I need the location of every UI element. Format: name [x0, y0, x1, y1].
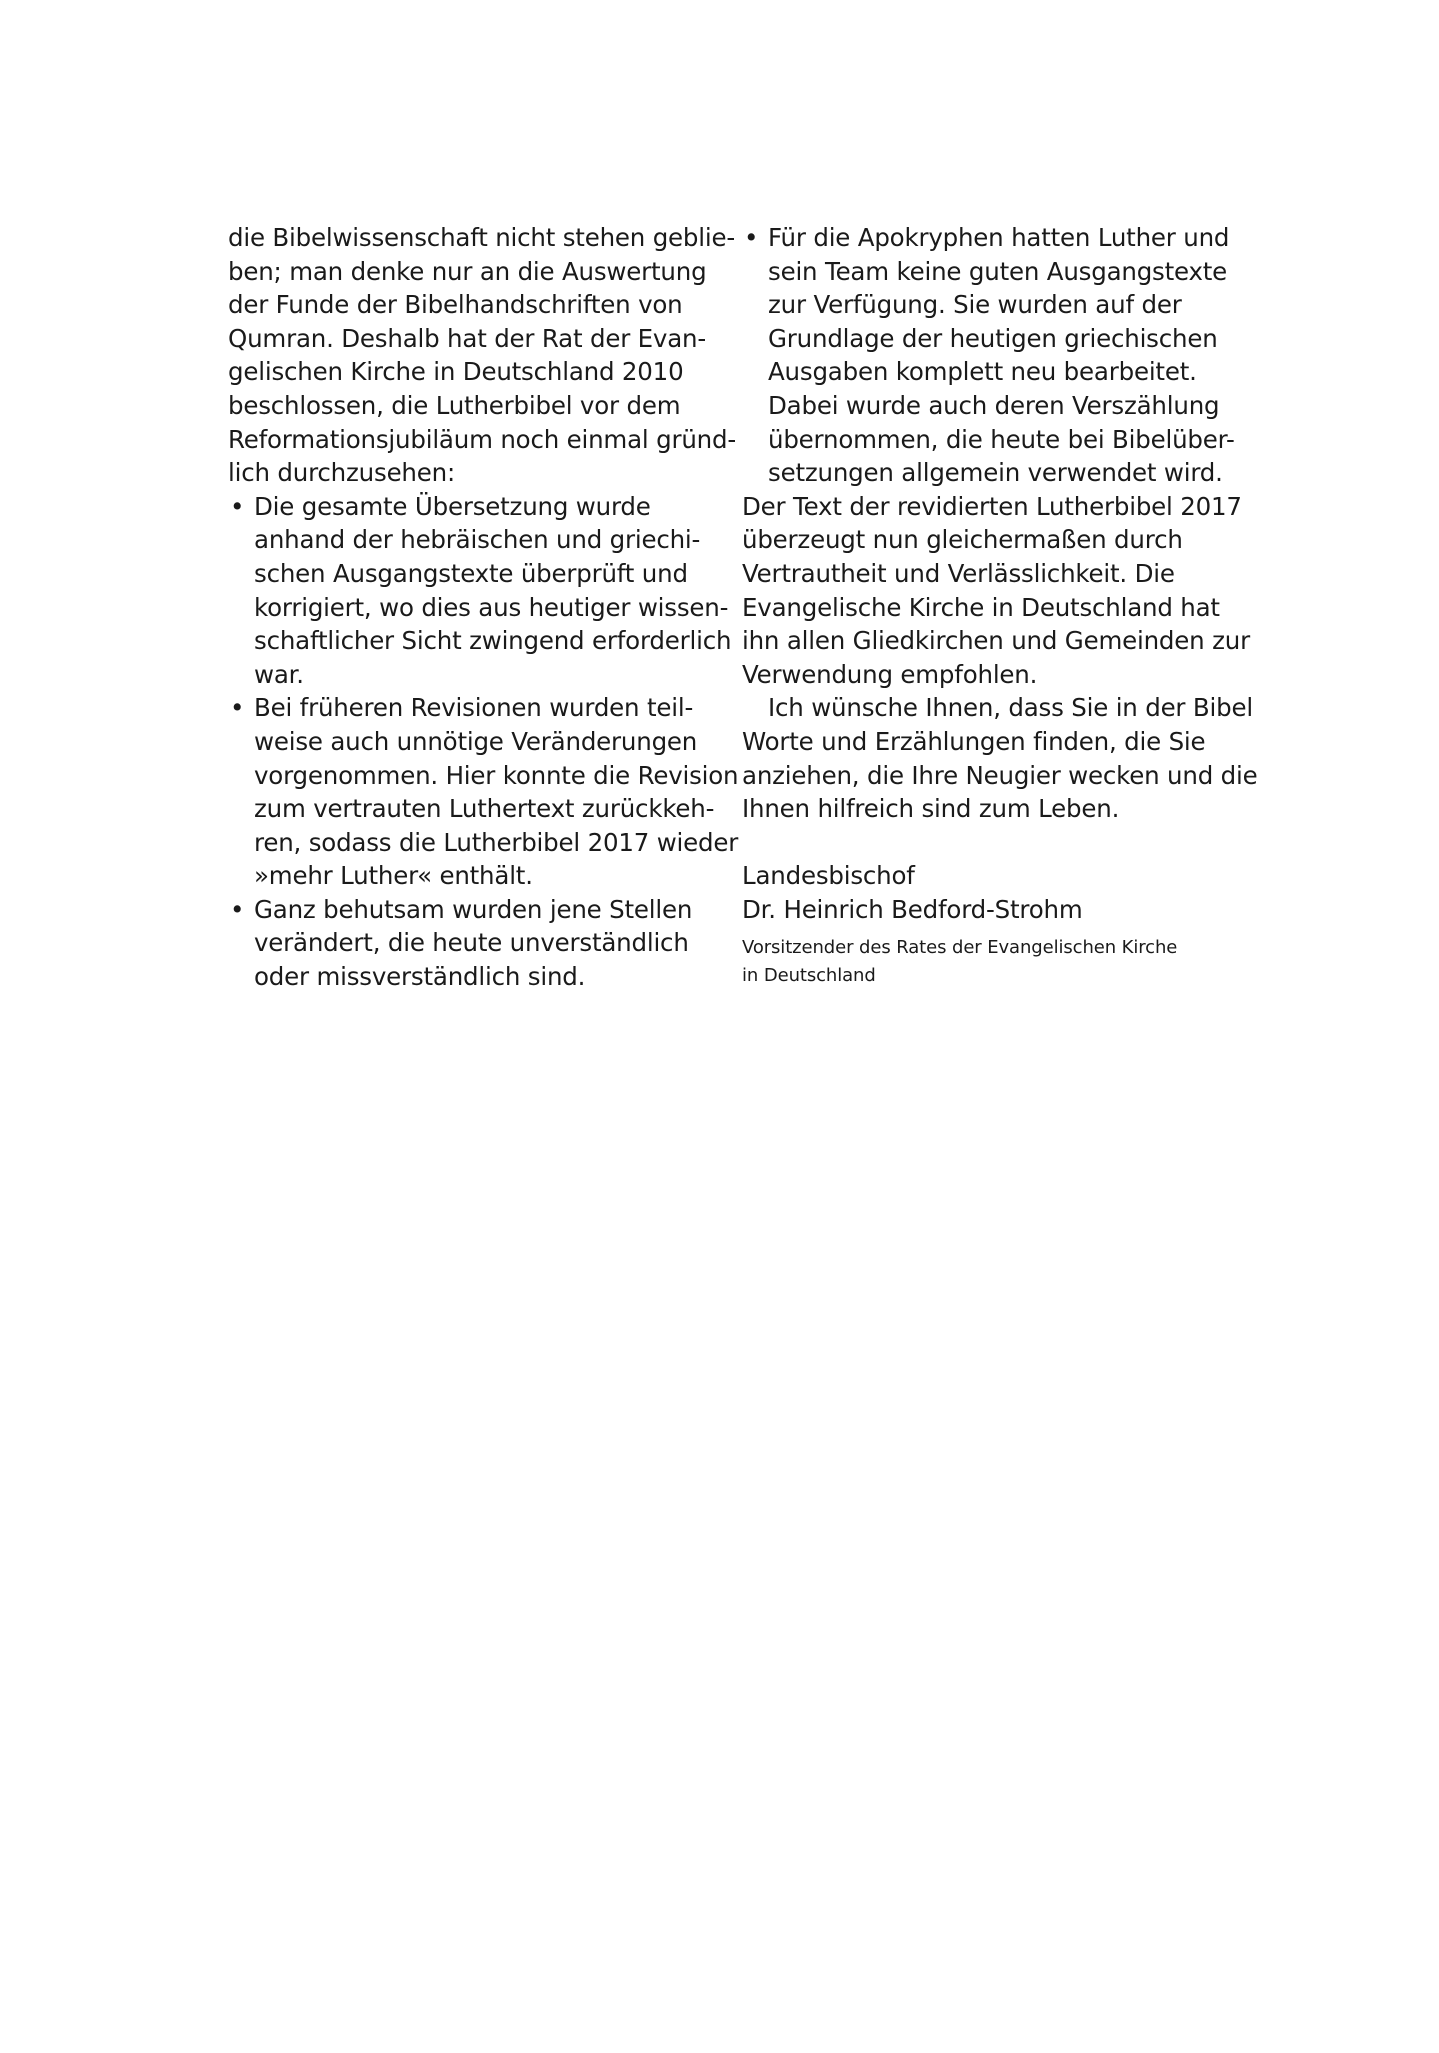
- text-line: sein Team keine guten Ausgangstexte: [768, 256, 1228, 286]
- text-line: ben; man denke nur an die Auswertung: [228, 256, 707, 286]
- spacer: [742, 826, 1242, 860]
- text-line: Dabei wurde auch deren Verszählung: [768, 390, 1220, 420]
- text-line: Qumran. Deshalb hat der Rat der Evan-: [228, 323, 707, 353]
- signature-title: Landesbischof: [742, 861, 915, 891]
- text-line: [742, 221, 1242, 255]
- text-line: Ausgaben komplett neu bearbeitet.: [768, 357, 1197, 387]
- text-line: Ich wünsche Ihnen, dass Sie in der Bibel: [768, 693, 1253, 723]
- bullet-icon: •: [230, 491, 245, 521]
- text-line: [228, 893, 725, 927]
- text-line: Der Text der revidierten Lutherbibel 2017: [742, 491, 1242, 521]
- text-line: korrigiert, wo dies aus heutiger wissen-: [254, 592, 729, 622]
- text-line: ihn allen Gliedkirchen und Gemeinden zur: [742, 626, 1250, 656]
- text-line: [228, 691, 725, 725]
- right-column: [742, 221, 1258, 990]
- text-line: oder missverständlich sind.: [254, 962, 586, 992]
- text-line: »mehr Luther« enthält.: [254, 861, 533, 891]
- text-line: gelischen Kirche in Deutschland 2010: [228, 357, 684, 387]
- text-line: Verwendung empfohlen.: [742, 659, 1038, 689]
- text-line: weise auch unnötige Veränderungen: [254, 726, 698, 756]
- text-line: vorgenommen. Hier konnte die Revision: [254, 760, 739, 790]
- text-line: Ihnen hilfreich sind zum Leben.: [742, 794, 1120, 824]
- signature-block: [742, 859, 1242, 990]
- bullet-text: Für die Apokryphen hatten Luther und: [768, 223, 1230, 252]
- text-line: lich durchzusehen:: [228, 458, 456, 488]
- text-line: übernommen, die heute bei Bibelüber-: [768, 424, 1235, 454]
- signature-role: in Deutschland: [742, 965, 876, 987]
- body-paragraph: [742, 691, 1258, 825]
- text-line: setzungen allgemein verwendet wird.: [768, 458, 1223, 488]
- text-line: überzeugt nun gleichermaßen durch: [742, 525, 1183, 555]
- text-line: der Funde der Bibelhandschriften von: [228, 290, 683, 320]
- text-line: ren, sodass die Lutherbibel 2017 wieder: [254, 827, 739, 857]
- signature-role: Vorsitzender des Rates der Evangelischen Kirche: [742, 937, 1178, 959]
- body-paragraph: [742, 490, 1250, 692]
- text-line: Grundlage der heutigen griechischen: [768, 323, 1218, 353]
- left-column: [228, 221, 739, 994]
- text-line: Reformationsjubiläum noch einmal gründ-: [228, 424, 736, 454]
- text-line: schen Ausgangstexte überprüft und: [254, 558, 688, 588]
- text-line: anhand der hebräischen und griechi-: [254, 525, 701, 555]
- text-line: [228, 490, 725, 524]
- text-line: Worte und Erzählungen finden, die Sie: [742, 726, 1206, 756]
- bullet-text: Ganz behutsam wurden jene Stellen: [254, 894, 693, 924]
- bullet-icon: •: [230, 894, 245, 924]
- text-line: die Bibelwissenschaft nicht stehen geblie-: [228, 223, 735, 252]
- text-line: verändert, die heute unverständlich: [254, 928, 689, 958]
- text-line: zur Verfügung. Sie wurden auf der: [768, 290, 1182, 320]
- bullet-icon: •: [230, 693, 245, 723]
- bullet-item: [228, 691, 739, 893]
- text-line: Evangelische Kirche in Deutschland hat: [742, 592, 1220, 622]
- bullet-item: [228, 893, 725, 994]
- bullet-icon: •: [744, 223, 759, 252]
- text-line: zum vertrauten Luthertext zurückkeh-: [254, 794, 715, 824]
- bullet-item: [228, 490, 732, 692]
- signature-name: Dr. Heinrich Bedford-Strohm: [742, 894, 1083, 924]
- bullet-item: [742, 221, 1242, 490]
- bullet-text: Die gesamte Übersetzung wurde: [254, 491, 651, 521]
- text-line: Vertrautheit und Verlässlichkeit. Die: [742, 558, 1175, 588]
- text-line: beschlossen, die Lutherbibel vor dem: [228, 390, 681, 420]
- text-line: war.: [254, 659, 304, 689]
- bullet-text: Bei früheren Revisionen wurden teil-: [254, 693, 694, 723]
- intro-paragraph: [228, 221, 736, 490]
- text-line: schaftlicher Sicht zwingend erforderlich: [254, 626, 732, 656]
- text-line: anziehen, die Ihre Neugier wecken und die: [742, 760, 1258, 790]
- spacer: [742, 926, 1242, 934]
